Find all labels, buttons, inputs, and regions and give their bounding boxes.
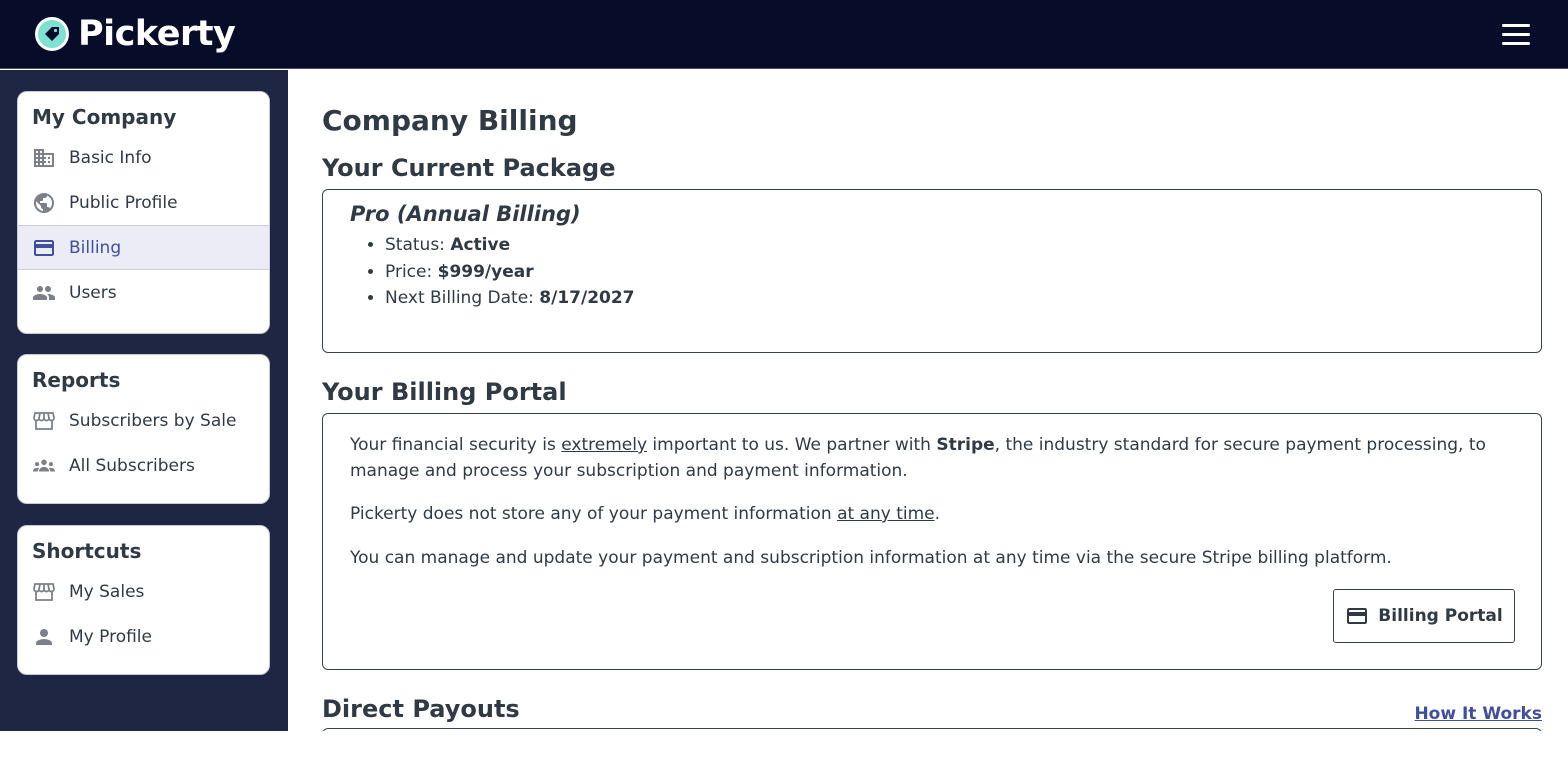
logo-text: Pickerty (78, 14, 236, 54)
portal-paragraph-manage: You can manage and update your payment and subscription information at any time via the secure Stripe billing platform. (350, 548, 1392, 568)
card-title-reports: Reports (32, 368, 121, 392)
users-icon (32, 281, 56, 305)
my-company-card (17, 91, 270, 334)
credit-card-icon (1345, 604, 1369, 628)
reports-card (17, 354, 270, 504)
package-next-billing: • Next Billing Date: 8/17/2027 (385, 285, 635, 312)
building-icon (32, 146, 56, 170)
package-details-list (385, 232, 635, 312)
storefront-icon (32, 580, 56, 604)
sidebar-item-label: Subscribers by Sale (69, 410, 237, 431)
sidebar-item-my-profile[interactable] (18, 614, 269, 659)
section-title-current-package: Your Current Package (322, 154, 616, 182)
billing-portal-button[interactable] (1333, 589, 1515, 643)
credit-card-icon (32, 236, 56, 260)
globe-icon (32, 191, 56, 215)
hamburger-menu-icon[interactable] (1502, 24, 1530, 46)
card-title-shortcuts: Shortcuts (32, 539, 142, 563)
package-name: Pro (Annual Billing) (350, 202, 581, 226)
sidebar-item-label: All Subscribers (69, 455, 195, 476)
tag-icon (35, 17, 69, 51)
portal-paragraph-security: Your financial security is extremely important to us. We partner with Stripe, the industry standard for secure payment processing, to manage and process your subscription and payment information. (350, 435, 1486, 481)
storefront-icon (32, 409, 56, 433)
package-price: • Price: $999/year (385, 259, 635, 286)
card-title-my-company: My Company (32, 105, 177, 129)
next-billing-date: 8/17/2027 (539, 288, 635, 308)
billing-portal-button-label: Billing Portal (1378, 606, 1503, 626)
how-it-works-link[interactable]: How It Works (1414, 704, 1542, 724)
sidebar-item-my-sales[interactable] (18, 569, 269, 614)
sidebar-item-public-profile[interactable] (18, 180, 269, 225)
sidebar-item-subscribers-by-sale[interactable] (18, 398, 269, 443)
sidebar-item-billing[interactable] (18, 225, 269, 270)
groups-icon (32, 454, 56, 478)
section-title-billing-portal: Your Billing Portal (322, 378, 567, 406)
sidebar-item-label: Public Profile (69, 192, 178, 213)
current-package-box (322, 189, 1542, 353)
package-status: • Status: Active (385, 232, 635, 259)
sidebar-item-label: Users (69, 282, 117, 303)
person-icon (32, 625, 56, 649)
portal-paragraph-storage: Pickerty does not store any of your payment information at any time. (350, 504, 941, 524)
price-value: $999/year (437, 261, 534, 282)
shortcuts-card (17, 525, 270, 675)
status-badge: Active (450, 235, 511, 255)
sidebar-item-all-subscribers[interactable] (18, 443, 269, 488)
top-bar (0, 0, 1568, 69)
billing-portal-box (322, 413, 1542, 670)
sidebar-item-users[interactable] (18, 270, 269, 315)
sidebar-item-label: Basic Info (69, 147, 152, 168)
sidebar-item-label: My Sales (69, 581, 145, 602)
sidebar-item-label: Billing (69, 237, 122, 258)
sidebar (0, 70, 288, 731)
page-title: Company Billing (322, 104, 578, 137)
sidebar-item-basic-info[interactable] (18, 135, 269, 180)
logo[interactable] (35, 14, 235, 54)
section-title-direct-payouts: Direct Payouts (322, 695, 520, 723)
bottom-strip (0, 731, 1568, 783)
sidebar-item-label: My Profile (69, 626, 152, 647)
